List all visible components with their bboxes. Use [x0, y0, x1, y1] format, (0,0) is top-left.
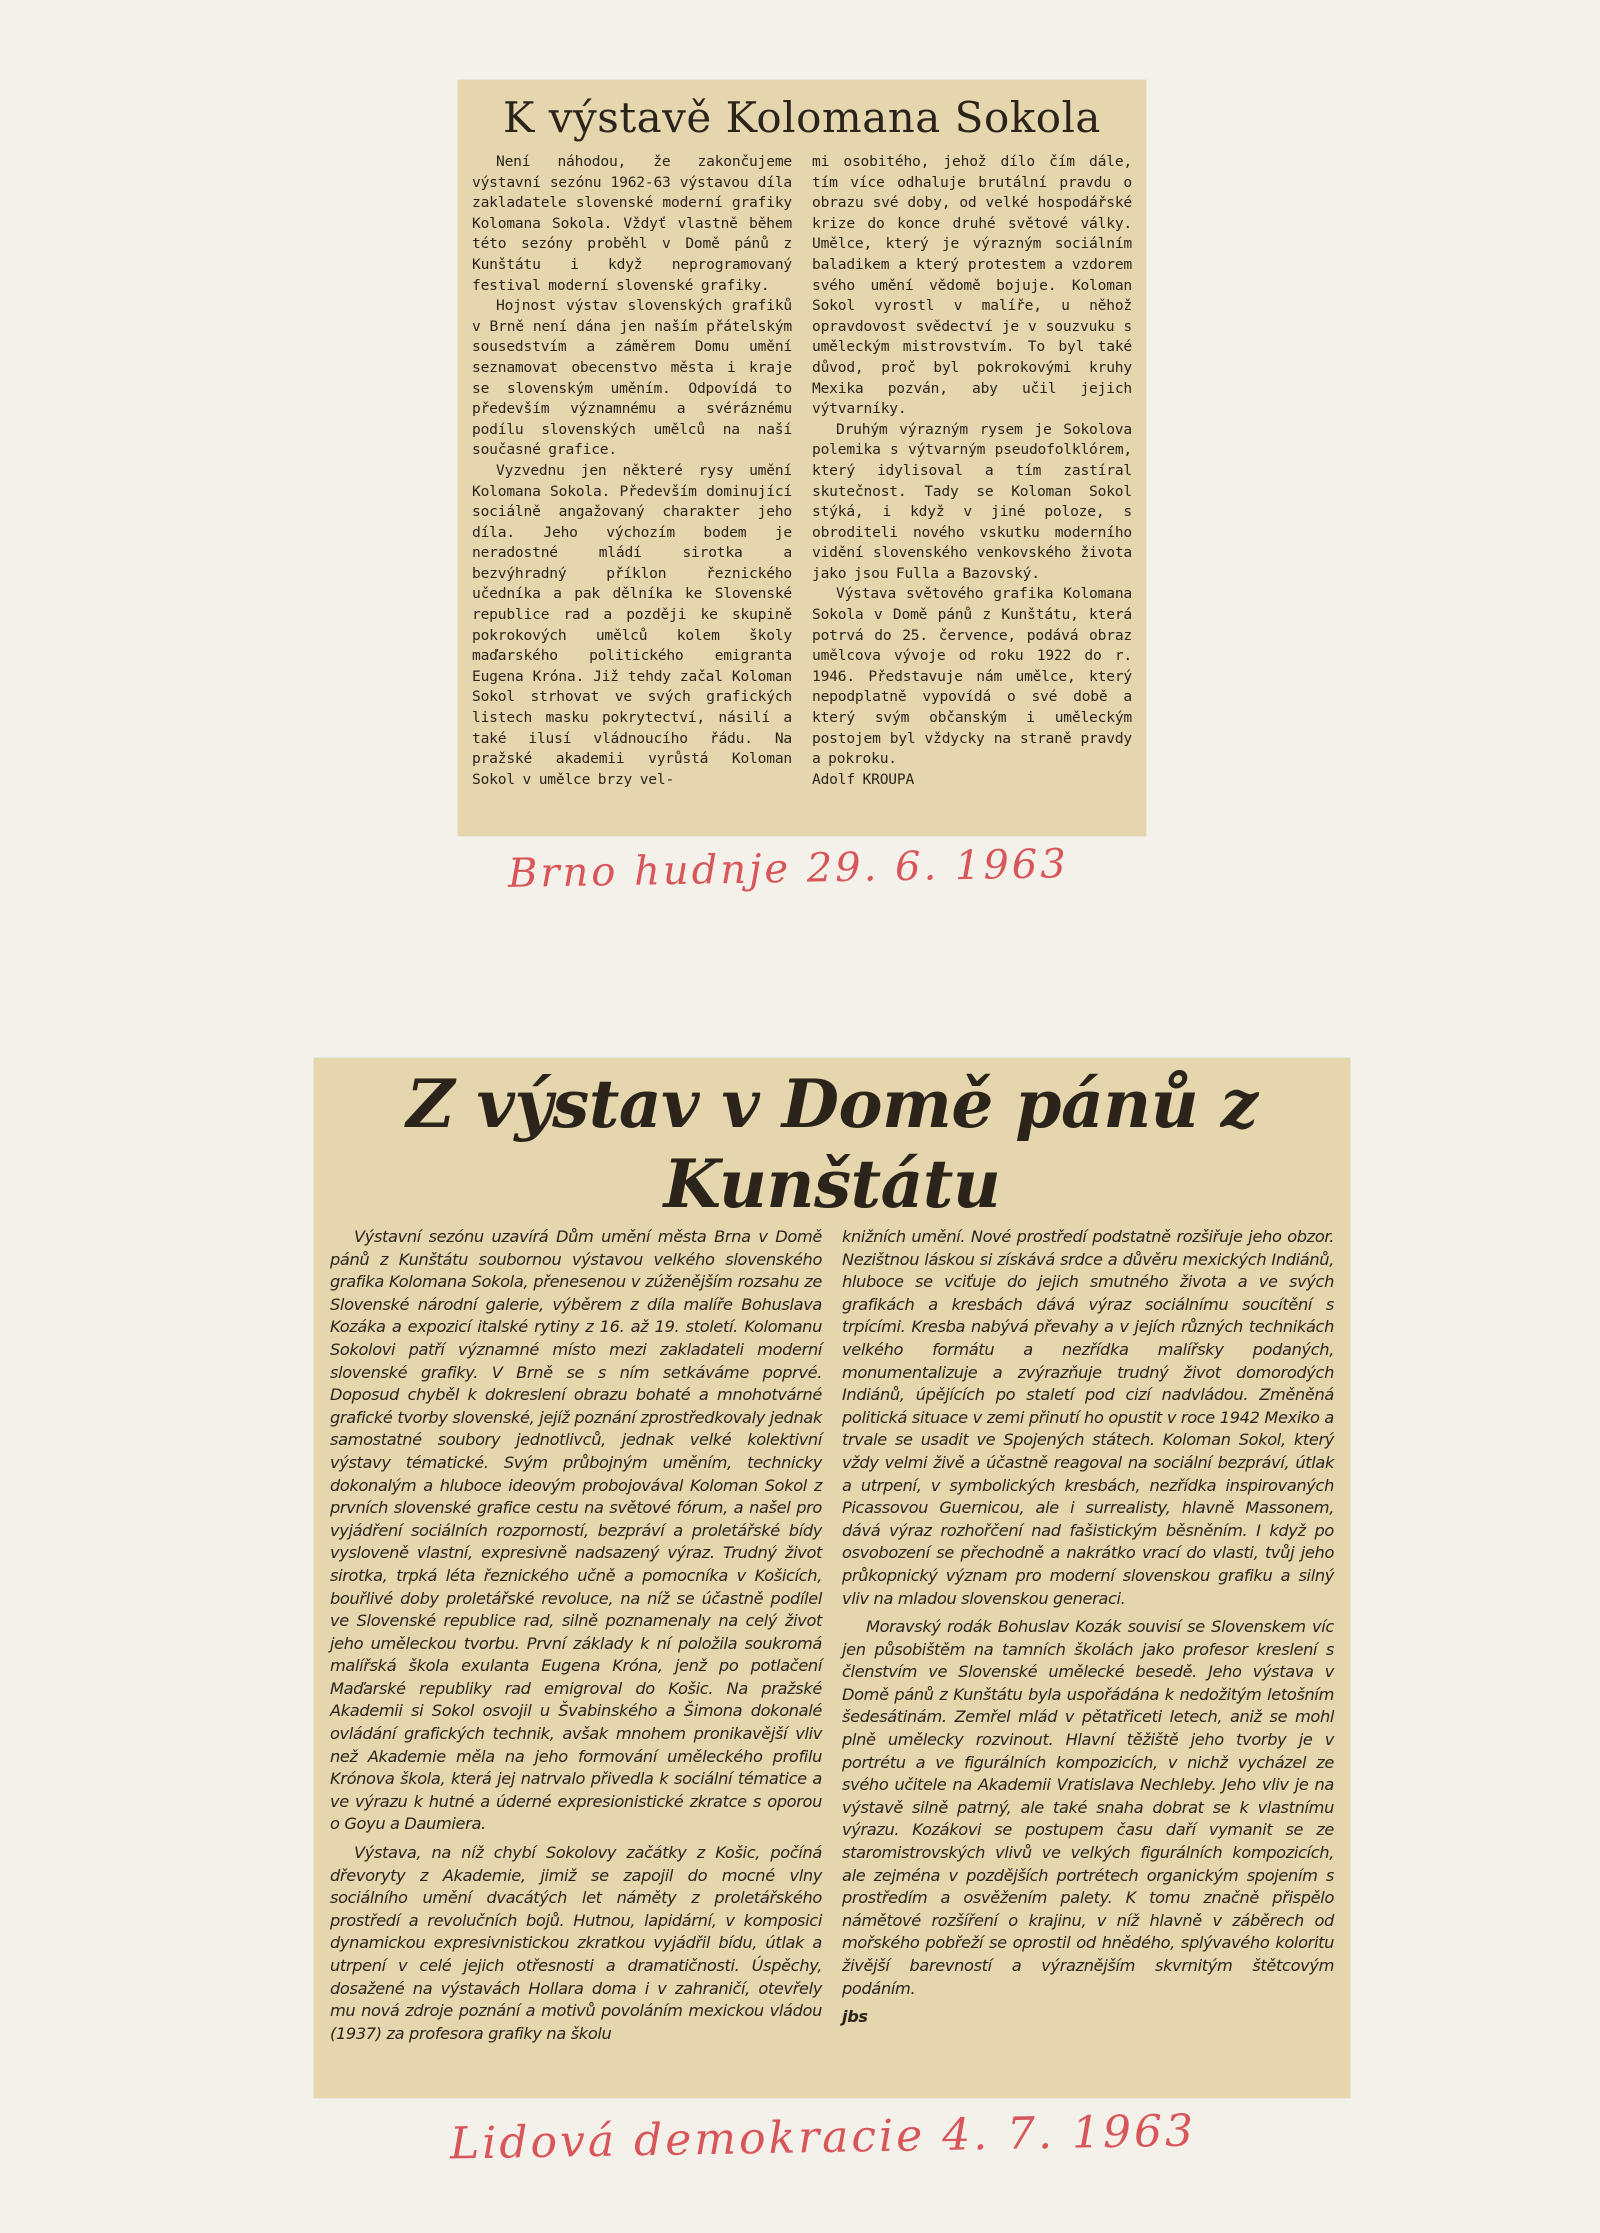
newspaper-clipping-kunstat-exhibitions: [314, 1058, 1350, 2098]
article-columns: [472, 152, 1132, 790]
article-paragraph: mi osobitého, jehož dílo čím dále, tím více odhaluje brutální pravdu o obrazu své doby, od velké hospodářské krize do konce druhé světové války. Umělce, který je výrazným sociálním baladikem a který protestem a vzdorem svého umění vědomě bojuje. Koloman Sokol vyrostl v malíře, u něhož opravdovost svědectví je v souzvuku s uměleckým mistrovstvím. To byl také důvod, proč byl pokrokovými kruhy Mexika pozván, aby učil jejich výtvarníky.: [812, 153, 1132, 418]
article-column-left: [472, 152, 792, 790]
article-paragraph: Není náhodou, že zakončujeme výstavní sezónu 1962-63 výstavou díla zakladatele slovenské moderní grafiky Kolomana Sokola. Vždyť vlastně během této sezóny proběhl v Domě pánů z Kunštátu i když neprogramovaný festival moderní slovenské grafiky.: [472, 153, 792, 294]
article-paragraph: Výstava světového grafika Kolomana Sokola v Domě pánů z Kunštátu, která potrvá do 25. července, podává obraz umělcova vývoje od roku 1922 do r. 1946. Představuje nám umělce, který nepodplatně vypovídá o své době a který svým občanským i uměleckým postojem byl vždycky na straně pravdy a pokroku.: [812, 585, 1132, 768]
article-paragraph: Vyzvednu jen některé rysy umění Kolomana Sokola. Především dominující sociálně angažovaný charakter jeho díla. Jeho výchozím bodem je neradostné mládí sirotka a bezvýhradný příklon řeznického učedníka a pak dělníka ke Slovenské republice rad a později ke skupině pokrokových umělců kolem školy maďarského politického emigranta Eugena Króna. Již tehdy začal Koloman Sokol strhovat ve svých grafických listech masku pokrytectví, násilí a také ilusí vládnoucího řádu. Na pražské akademii vyrůstá Koloman Sokol v umělce brzy vel-: [472, 461, 792, 788]
article-author: Adolf KROUPA: [812, 770, 915, 788]
newspaper-clipping-sokol-review: [458, 80, 1146, 836]
article-paragraph: Výstavní sezónu uzavírá Dům umění města Brna v Domě pánů z Kunštátu soubornou výstavou velkého slovenského grafika Kolomana Sokola, přenesenou v zúženějším rozsahu ze Slovenské národní galerie, výběrem z díla malíře Bohuslava Kozáka a expozicí italské rytiny z 16. až 19. století. Kolomanu Sokolovi patří významné místo mezi zakladateli moderní slovenské grafiky. V Brně se s ním setkáváme poprvé. Doposud chyběl k dokreslení obrazu bohaté a mnohotvárné grafické tvorby slovenské, jejíž poznání zprostředkovaly jednak samostatné soubory jednotlivců, jednak velké kolektivní výstavy tématické. Svým průbojným uměním, technicky dokonalým a hluboce ideovým probojovával Koloman Sokol z prvních slovenské grafice cestu na světové fórum, a našel pro vyjádření sociálních rozporností, bezpráví a proletářské bídy vysloveně vlastní, expresivně nadsazený výraz. Trudný život sirotka, trpká léta řeznického učně a pomocníka v Košicích, bouřlivé doby proletářské revoluce, na níž se účastně podílel ve Slovenské republice rad, silně poznamenaly na celý život jeho uměleckou tvorbu. První základy k ní položila soukromá malířská škola exulanta Eugena Króna, jenž po potlačení Maďarské republiky rad emigroval do Košic. Na pražské Akademii si Sokol osvojil u Švabinského a Šimona dokonalé ovládání grafických technik, avšak mnohem pronikavější vliv než Akademie měla na jeho formování uměleckého profilu Krónova škola, která jej natrvalo přivedla k sociální tématice a ve výrazu k hutné a úderné expresionistické zkratce s oporou o Goyu a Daumiera.: [330, 1227, 822, 1834]
article-author: jbs: [842, 2007, 868, 2027]
article-columns: [330, 1226, 1334, 2051]
handwritten-source-note: Lidová demokracie 4. 7. 1963: [449, 2105, 1197, 2170]
article-paragraph: Moravský rodák Bohuslav Kozák souvisí se Slovenskem víc jen působištěm na tamních školách jako profesor kreslení s členstvím ve Slovenské umělecké besedě. Jeho výstava v Domě pánů z Kunštátu byla uspořádána k nedožitým letošním šedesátinám. Zemřel mlád v pětatřiceti letech, aniž se mohl plně umělecky rozvinout. Hlavní těžiště jeho tvorby je v portrétu a ve figurálních kompozicích, v nichž vycházel ze svého učitele na Akademii Vratislava Nechleby. Jeho vliv je na výstavě silně patrný, ale také snaha dobrat se k vlastnímu výrazu. Kozákovi se postupem času daří vymanit se ze staromistrovských vlivů ve velkých figurálních kompozicích, ale zejména v pozdějších portrétech organickým spojením s prostředím a osvěžením palety. K tomu značně přispělo námětové rozšíření o krajinu, v níž hlavně v záběrech od mořského pobřeží se oprostil od hnědého, splývavého koloritu živější barevností a výraznějším skvrnitým štětcovým podáním.: [842, 1617, 1334, 1998]
article-column-right: [812, 152, 1132, 790]
article-column-right: [842, 1226, 1334, 2051]
article-paragraph: knižních umění. Nové prostředí podstatně rozšiřuje jeho obzor. Nezištnou láskou si získává srdce a důvěru mexických Indiánů, hluboce se vciťuje do jejich smutného života a ve svých grafikách a kresbách dává výraz sociálnímu soucítění s trpícími. Kresba nabývá převahy a v jejích různých technikách velkého formátu a nezřídka malířsky podaných, monumentalizuje a zvýrazňuje trudný život domorodých Indiánů, úpějících po staletí pod cizí nadvládou. Změněná politická situace v zemi přinutí ho opustit v roce 1942 Mexiko a trvale se usadit ve Spojených státech. Koloman Sokol, který vždy velmi živě a účastně reagoval na sociální bezpráví, útlak a utrpení, v symbolických kresbách, nezřídka inspirovaných Picassovou Guernicou, ale i surrealisty, hlavně Massonem, dává výraz rozhořčení nad fašistickým běsněním. I když po osvobození se přechodně a nakrátko vrací do vlasti, tvůj jeho průkopnický význam pro moderní slovenskou grafiku a silný vliv na mladou slovenskou generaci.: [842, 1227, 1334, 1608]
article-paragraph: Druhým výrazným rysem je Sokolova polemika s výtvarným pseudofolklórem, který idylisoval a tím zastíral skutečnost. Tady se Koloman Sokol stýká, i když v jiné poloze, s obroditeli nového vskutku moderního vidění slovenského venkovského života jako jsou Fulla a Bazovský.: [812, 420, 1132, 582]
clipping-title: Z výstav v Domě pánů z Kunštátu: [406, 1065, 1258, 1223]
handwritten-source-note: Brno hudnje 29. 6. 1963: [507, 841, 1070, 897]
article-paragraph: Výstava, na níž chybí Sokolovy začátky z Košic, počíná dřevoryty z Akademie, jimiž se zapojil do mocné vlny sociálního umění dvacátých let náměty z proletářského prostředí a revolučních bojů. Hutnou, lapidární, v komposici dynamickou expresivnistickou zkratkou vyjádřil bídu, útlak a utrpení v celé jejich otřesnosti a dramatičnosti. Úspěchy, dosažené na výstavách Hollara doma i v zahraničí, otevřely mu nová zdroje poznání a motivů povoláním mexickou vládou (1937) za profesora grafiky na školu: [330, 1843, 822, 2043]
article-column-left: [330, 1226, 822, 2051]
article-paragraph: Hojnost výstav slovenských grafiků v Brně není dána jen naším přátelským sousedstvím a záměrem Domu umění seznamovat obecenstvo města i kraje se slovenským uměním. Odpovídá to především významnému a svéráznému podílu slovenských umělců na naší současné grafice.: [472, 297, 792, 459]
clipping-title: K výstavě Kolomana Sokola: [503, 93, 1101, 142]
